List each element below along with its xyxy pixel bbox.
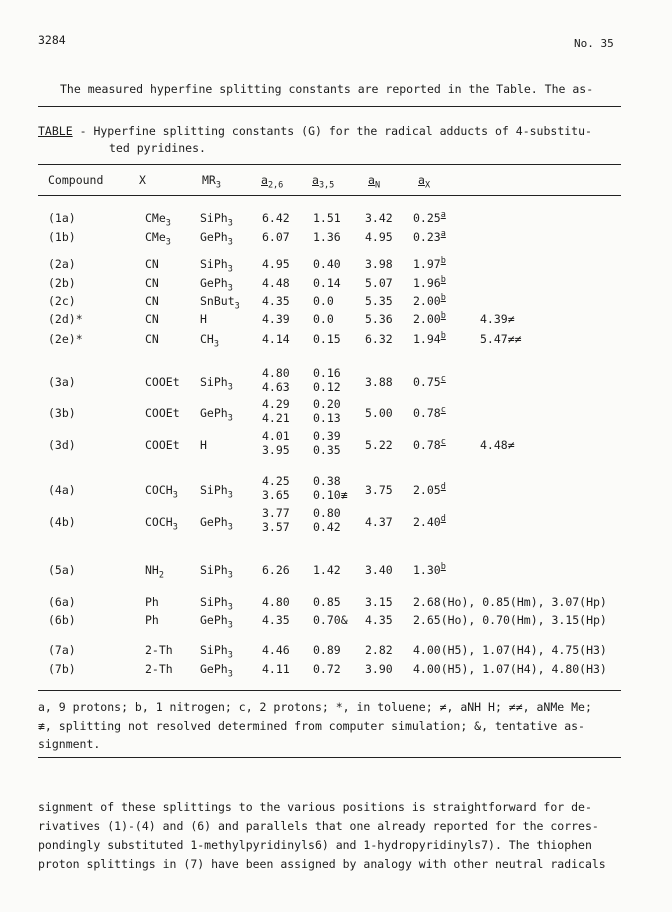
cell-a26: 6.42 bbox=[262, 211, 290, 225]
cell-compound: (2c) bbox=[48, 294, 76, 308]
cell-a26: 4.80 bbox=[262, 595, 290, 609]
cell-a26: 4.46 bbox=[262, 643, 290, 657]
cell-aX: 2.40$^d$ bbox=[413, 514, 446, 529]
cell-compound: (1a) bbox=[48, 211, 76, 225]
cell-aX: 1.97$^b$ bbox=[413, 256, 446, 271]
cell-aN: 5.35 bbox=[365, 294, 393, 308]
cell-mr: GePh$_3$ bbox=[200, 276, 233, 294]
cell-aX: 0.78$^c$ bbox=[413, 437, 446, 452]
cell-x: Ph bbox=[145, 595, 159, 609]
footnote-line1: a, 9 protons; b, 1 nitrogen; c, 2 protons; *, in toluene; ≠, aNH H; ≠≠, aNMe Me; bbox=[38, 700, 592, 714]
cell-mr: SiPh$_3$ bbox=[200, 375, 233, 393]
cell-aX: 1.30$^b$ bbox=[413, 562, 446, 577]
cell-a35: 0.13 bbox=[313, 411, 341, 425]
cell-aN: 3.90 bbox=[365, 662, 393, 676]
cell-aX: 2.65(Ho), 0.70(Hm), 3.15(Hp) bbox=[413, 613, 607, 627]
cell-aX: 0.78$^c$ bbox=[413, 405, 446, 420]
body-line-3: pondingly substituted 1-methylpyridinyls6) and 1-hydropyridinyls7). The thiophen bbox=[38, 838, 592, 852]
cell-compound: (2a) bbox=[48, 257, 76, 271]
cell-a26: 4.21 bbox=[262, 411, 290, 425]
cell-x: CN bbox=[145, 332, 159, 346]
table-header-rule-top bbox=[38, 164, 621, 165]
cell-a35: 0.40 bbox=[313, 257, 341, 271]
cell-x: CN bbox=[145, 312, 159, 326]
cell-a35: 0.14 bbox=[313, 276, 341, 290]
cell-x: CMe$_3$ bbox=[145, 230, 171, 248]
cell-compound: (4b) bbox=[48, 515, 76, 529]
cell-extra: 4.39≠ bbox=[480, 312, 515, 326]
col-a26: $a_{2,6}$ bbox=[261, 173, 284, 191]
col-aX: $a_X$ bbox=[418, 173, 431, 191]
cell-a35: 1.36 bbox=[313, 230, 341, 244]
cell-compound: (3b) bbox=[48, 406, 76, 420]
cell-a35: 0.80 bbox=[313, 506, 341, 520]
cell-mr: SiPh$_3$ bbox=[200, 563, 233, 581]
cell-a26: 6.26 bbox=[262, 563, 290, 577]
table-caption bbox=[38, 124, 592, 138]
cell-a35: 1.51 bbox=[313, 211, 341, 225]
cell-aN: 3.40 bbox=[365, 563, 393, 577]
cell-mr: GePh$_3$ bbox=[200, 230, 233, 248]
cell-aN: 3.42 bbox=[365, 211, 393, 225]
cell-compound: (2b) bbox=[48, 276, 76, 290]
cell-aN: 4.35 bbox=[365, 613, 393, 627]
cell-a26: 3.57 bbox=[262, 520, 290, 534]
cell-aN: 5.22 bbox=[365, 438, 393, 452]
cell-aX: 0.25$^a$ bbox=[413, 210, 446, 225]
cell-a35: 0.38 bbox=[313, 474, 341, 488]
cell-a35: 0.0 bbox=[313, 312, 334, 326]
table-bottom-rule bbox=[38, 690, 621, 691]
cell-a35: 0.70& bbox=[313, 613, 348, 627]
cell-x: $NH_2$ bbox=[145, 563, 164, 581]
cell-aN: 5.36 bbox=[365, 312, 393, 326]
table-caption-line2: ted pyridines. bbox=[109, 141, 206, 155]
cell-a35: 0.20 bbox=[313, 397, 341, 411]
cell-mr: SiPh$_3$ bbox=[200, 211, 233, 229]
cell-aN: 4.95 bbox=[365, 230, 393, 244]
cell-compound: (2e)* bbox=[48, 332, 83, 346]
cell-a35: 0.12 bbox=[313, 380, 341, 394]
cell-mr: SiPh$_3$ bbox=[200, 643, 233, 661]
cell-mr: SiPh$_3$ bbox=[200, 257, 233, 275]
cell-a26: 4.01 bbox=[262, 429, 290, 443]
cell-aN: 3.88 bbox=[365, 375, 393, 389]
cell-a26: 4.11 bbox=[262, 662, 290, 676]
cell-a26: 3.95 bbox=[262, 443, 290, 457]
cell-aN: 3.15 bbox=[365, 595, 393, 609]
cell-mr: GePh$_3$ bbox=[200, 515, 233, 533]
cell-aN: 5.07 bbox=[365, 276, 393, 290]
cell-aX: 4.00(H5), 1.07(H4), 4.80(H3) bbox=[413, 662, 607, 676]
cell-a35: 0.72 bbox=[313, 662, 341, 676]
cell-x: 2-Th bbox=[145, 662, 173, 676]
cell-a26: 4.95 bbox=[262, 257, 290, 271]
cell-aX: 2.00$^b$ bbox=[413, 311, 446, 326]
cell-aN: 3.98 bbox=[365, 257, 393, 271]
cell-compound: (3d) bbox=[48, 438, 76, 452]
cell-a26: 4.80 bbox=[262, 366, 290, 380]
col-aN: $a_N$ bbox=[368, 173, 381, 191]
cell-a26: 3.65 bbox=[262, 488, 290, 502]
cell-x: $COCH_3$ bbox=[145, 515, 178, 533]
intro-line: The measured hyperfine splitting constants are reported in the Table. The as- bbox=[60, 82, 594, 96]
cell-a35: 0.85 bbox=[313, 595, 341, 609]
cell-aX: 1.94$^b$ bbox=[413, 331, 446, 346]
cell-aN: 6.32 bbox=[365, 332, 393, 346]
cell-a35: 0.0 bbox=[313, 294, 334, 308]
cell-mr: GePh$_3$ bbox=[200, 613, 233, 631]
cell-x: CN bbox=[145, 276, 159, 290]
body-line-1: signment of these splittings to the various positions is straightforward for de- bbox=[38, 800, 592, 814]
table-header-rule-bottom bbox=[38, 195, 621, 196]
cell-extra: 4.48≠ bbox=[480, 438, 515, 452]
cell-compound: (7b) bbox=[48, 662, 76, 676]
cell-compound: (7a) bbox=[48, 643, 76, 657]
cell-aN: 5.00 bbox=[365, 406, 393, 420]
cell-aX: 4.00(H5), 1.07(H4), 4.75(H3) bbox=[413, 643, 607, 657]
cell-mr: GePh$_3$ bbox=[200, 406, 233, 424]
body-line-4: proton splittings in (7) have been assigned by analogy with other neutral radicals bbox=[38, 857, 606, 871]
table-label-dash: - bbox=[79, 124, 87, 138]
cell-aN: 3.75 bbox=[365, 483, 393, 497]
cell-a26: 4.29 bbox=[262, 397, 290, 411]
cell-x: Ph bbox=[145, 613, 159, 627]
cell-mr: $CH_3$ bbox=[200, 332, 219, 350]
cell-a35: 0.35 bbox=[313, 443, 341, 457]
footnote-bottom-rule bbox=[38, 757, 621, 758]
cell-x: $COCH_3$ bbox=[145, 483, 178, 501]
cell-a26: 6.07 bbox=[262, 230, 290, 244]
cell-a26: 4.14 bbox=[262, 332, 290, 346]
cell-x: COOEt bbox=[145, 438, 180, 452]
table-label: TABLE bbox=[38, 124, 73, 138]
cell-aN: 4.37 bbox=[365, 515, 393, 529]
table-top-rule bbox=[38, 106, 621, 107]
cell-a35: 0.89 bbox=[313, 643, 341, 657]
cell-x: COOEt bbox=[145, 406, 180, 420]
cell-a35: 0.42 bbox=[313, 520, 341, 534]
issue-label: No. 35 bbox=[574, 37, 614, 50]
cell-extra: 5.47≠≠ bbox=[480, 332, 522, 346]
cell-compound: (3a) bbox=[48, 375, 76, 389]
col-mr3: $MR_3$ bbox=[202, 173, 221, 191]
cell-mr: H bbox=[200, 312, 207, 326]
cell-x: COOEt bbox=[145, 375, 180, 389]
cell-aX: 0.23$^a$ bbox=[413, 229, 446, 244]
cell-a35: 0.15 bbox=[313, 332, 341, 346]
cell-compound: (6a) bbox=[48, 595, 76, 609]
cell-x: CN bbox=[145, 257, 159, 271]
cell-aX: 0.75$^c$ bbox=[413, 374, 446, 389]
col-a35: $a_{3,5}$ bbox=[312, 173, 335, 191]
cell-x: 2-Th bbox=[145, 643, 173, 657]
cell-aX: 1.96$^b$ bbox=[413, 275, 446, 290]
footnote-line2: ≢, splitting not resolved determined from computer simulation; &, tentative as- bbox=[38, 719, 585, 733]
cell-mr: SnBut$_3$ bbox=[200, 294, 240, 312]
cell-a26: 4.25 bbox=[262, 474, 290, 488]
cell-mr: GePh$_3$ bbox=[200, 662, 233, 680]
cell-a35: 0.16 bbox=[313, 366, 341, 380]
cell-x: CN bbox=[145, 294, 159, 308]
cell-compound: (2d)* bbox=[48, 312, 83, 326]
cell-a35: 1.42 bbox=[313, 563, 341, 577]
cell-aX: 2.68(Ho), 0.85(Hm), 3.07(Hp) bbox=[413, 595, 607, 609]
footnote-line3: signment. bbox=[38, 737, 101, 751]
cell-compound: (6b) bbox=[48, 613, 76, 627]
cell-a26: 3.77 bbox=[262, 506, 290, 520]
cell-mr: SiPh$_3$ bbox=[200, 595, 233, 613]
cell-a35: 0.39 bbox=[313, 429, 341, 443]
cell-aX: 2.05$^d$ bbox=[413, 482, 446, 497]
cell-a26: 4.35 bbox=[262, 613, 290, 627]
col-x: X bbox=[139, 173, 146, 187]
cell-a26: 4.63 bbox=[262, 380, 290, 394]
cell-mr: SiPh$_3$ bbox=[200, 483, 233, 501]
cell-a26: 4.48 bbox=[262, 276, 290, 290]
cell-aN: 2.82 bbox=[365, 643, 393, 657]
cell-a35: 0.10≢ bbox=[313, 488, 348, 502]
page-number: 3284 bbox=[38, 33, 66, 47]
cell-mr: H bbox=[200, 438, 207, 452]
cell-compound: (4a) bbox=[48, 483, 76, 497]
cell-a26: 4.35 bbox=[262, 294, 290, 308]
cell-x: CMe$_3$ bbox=[145, 211, 171, 229]
cell-a26: 4.39 bbox=[262, 312, 290, 326]
table-caption-line1: Hyperfine splitting constants (G) for the radical adducts of 4-substitu- bbox=[93, 124, 592, 138]
cell-compound: (1b) bbox=[48, 230, 76, 244]
body-line-2: rivatives (1)-(4) and (6) and parallels that one already reported for the corres- bbox=[38, 819, 599, 833]
col-compound: Compound bbox=[48, 173, 104, 187]
cell-aX: 2.00$^b$ bbox=[413, 293, 446, 308]
cell-compound: (5a) bbox=[48, 563, 76, 577]
